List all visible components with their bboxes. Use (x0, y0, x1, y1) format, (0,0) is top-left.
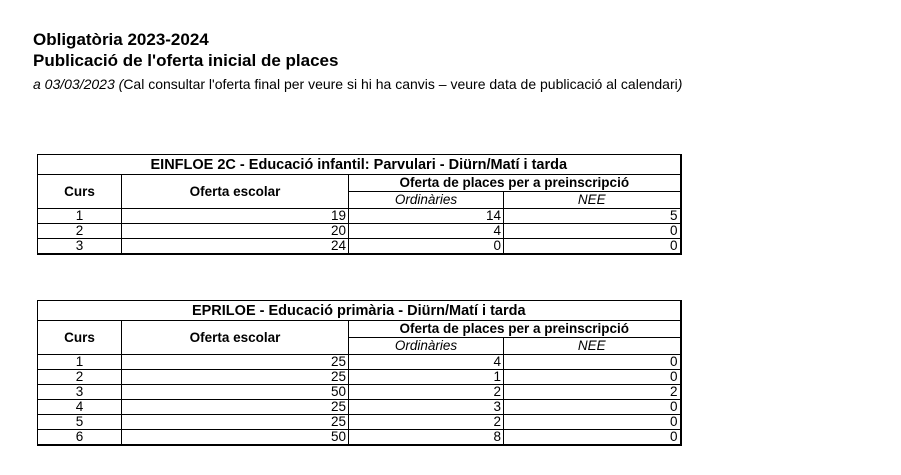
cell-curs: 1 (38, 355, 122, 370)
note-text: Cal consultar l'oferta final per veure si hi ha canvis – veure data de publicació al calendari (123, 76, 678, 92)
cell-curs: 3 (38, 239, 122, 255)
header-oferta-escolar: Oferta escolar (122, 321, 349, 355)
cell-nee: 0 (504, 430, 681, 446)
cell-curs: 6 (38, 430, 122, 446)
header-oferta-escolar: Oferta escolar (122, 175, 349, 209)
page-subtitle: Publicació de l'oferta inicial de places (33, 51, 339, 70)
cell-ordinaries: 2 (349, 415, 504, 430)
header-ordinaries: Ordinàries (349, 192, 504, 209)
table-row (38, 370, 681, 385)
header-curs: Curs (38, 321, 122, 355)
cell-ordinaries: 4 (349, 355, 504, 370)
cell-nee: 2 (504, 385, 681, 400)
cell-ordinaries: 14 (349, 209, 504, 224)
cell-oferta: 25 (122, 355, 349, 370)
cell-nee: 0 (504, 415, 681, 430)
cell-nee: 0 (504, 355, 681, 370)
table-title: EINFLOE 2C - Educació infantil: Parvulari - Diürn/Matí i tarda (38, 155, 681, 175)
cell-ordinaries: 2 (349, 385, 504, 400)
publication-date: a 03/03/2023 (33, 76, 115, 92)
cell-ordinaries: 0 (349, 239, 504, 255)
header-curs: Curs (38, 175, 122, 209)
cell-oferta: 20 (122, 224, 349, 239)
cell-oferta: 50 (122, 385, 349, 400)
publication-note (33, 76, 682, 92)
offer-table-primaria (37, 300, 682, 446)
cell-curs: 4 (38, 400, 122, 415)
cell-curs: 2 (38, 224, 122, 239)
header-ordinaries: Ordinàries (349, 338, 504, 355)
table-row (38, 355, 681, 370)
cell-oferta: 25 (122, 370, 349, 385)
cell-oferta: 24 (122, 239, 349, 255)
cell-ordinaries: 8 (349, 430, 504, 446)
table-title: EPRILOE - Educació primària - Diürn/Matí i tarda (38, 301, 681, 321)
header-oferta-preinscripcio: Oferta de places per a preinscripció (349, 321, 681, 338)
note-close-paren: ) (677, 76, 683, 92)
cell-curs: 1 (38, 209, 122, 224)
table-row (38, 239, 681, 255)
cell-ordinaries: 1 (349, 370, 504, 385)
table-row (38, 430, 681, 446)
cell-nee: 0 (504, 400, 681, 415)
cell-curs: 2 (38, 370, 122, 385)
cell-oferta: 19 (122, 209, 349, 224)
cell-curs: 5 (38, 415, 122, 430)
cell-curs: 3 (38, 385, 122, 400)
cell-oferta: 25 (122, 400, 349, 415)
note-open-paren: ( (114, 76, 124, 92)
table-row (38, 209, 681, 224)
header-nee: NEE (504, 192, 681, 209)
table-row (38, 385, 681, 400)
cell-oferta: 50 (122, 430, 349, 446)
header-nee: NEE (504, 338, 681, 355)
cell-nee: 0 (504, 224, 681, 239)
cell-nee: 5 (504, 209, 681, 224)
cell-nee: 0 (504, 239, 681, 255)
cell-ordinaries: 4 (349, 224, 504, 239)
cell-nee: 0 (504, 370, 681, 385)
offer-table-infantil (37, 154, 682, 255)
header-oferta-preinscripcio: Oferta de places per a preinscripció (349, 175, 681, 192)
table-row (38, 415, 681, 430)
cell-oferta: 25 (122, 415, 349, 430)
page-title: Obligatòria 2023-2024 (33, 30, 209, 49)
table-row (38, 224, 681, 239)
cell-ordinaries: 3 (349, 400, 504, 415)
table-row (38, 400, 681, 415)
